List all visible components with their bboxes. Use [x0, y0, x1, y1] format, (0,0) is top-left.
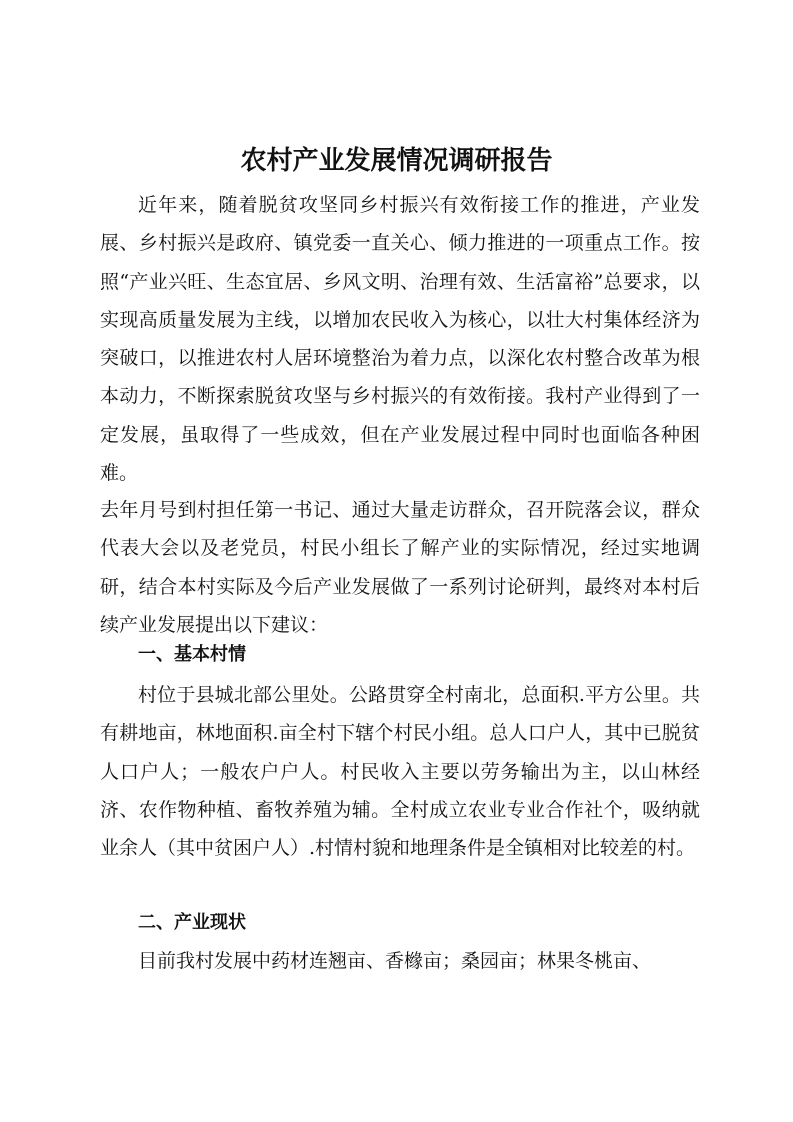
- section1-paragraph: 村位于县城北部公里处。公路贯穿全村南北，总面积.平方公里。共有耕地亩，林地面积.亩全村下辖个村民小组。总人口户人，其中已脱贫人口户人；一般农户户人。村民收入主要以劳务输出为主，以山林经济、农作物种植、畜牧养殖为辅。全村成立农业专业合作社个，吸纳就业余人（其中贫困户人）.村情村貌和地理条件是全镇相对比较差的村。: [100, 684, 700, 860]
- second-paragraph: 去年月号到村担任第一书记、通过大量走访群众，召开院落会议，群众代表大会以及老党员，村民小组长了解产业的实际情况，经过实地调研，结合本村实际及今后产业发展做了一系列讨论研判，最终对本村后续产业发展提出以下建议：: [100, 499, 700, 636]
- section-heading-industry-status: 二、产业现状: [138, 912, 246, 933]
- document-title: 农村产业发展情况调研报告: [240, 146, 553, 176]
- section2-paragraph: 目前我村发展中药材连翘亩、香橼亩；桑园亩；林果冬桃亩、: [138, 950, 652, 972]
- section-heading-basic-village-info: 一、基本村情: [138, 644, 246, 665]
- intro-paragraph: 近年来，随着脱贫攻坚同乡村振兴有效衔接工作的推进，产业发展、乡村振兴是政府、镇党委一直关心、倾力推进的一项重点工作。按照“产业兴旺、生态宜居、乡风文明、治理有效、生活富裕”总要求，以实现高质量发展为主线，以增加农民收入为核心，以壮大村集体经济为突破口，以推进农村人居环境整治为着力点，以深化农村整合改革为根本动力，不断探索脱贫攻坚与乡村振兴的有效衔接。我村产业得到了一定发展，虽取得了一些成效，但在产业发展过程中同时也面临各种困难。: [100, 194, 700, 485]
